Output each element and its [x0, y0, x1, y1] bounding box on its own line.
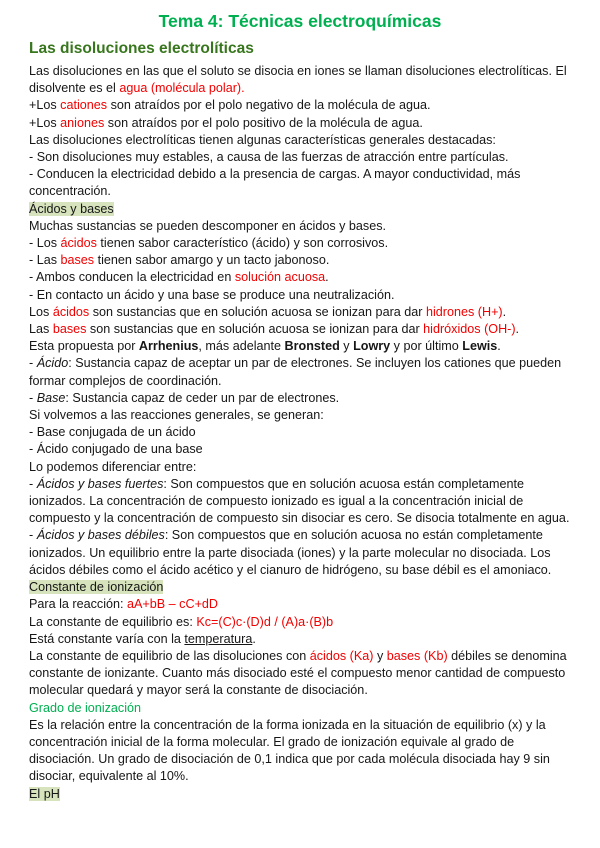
- subheading-ph: [29, 786, 571, 803]
- text-run-bold: Bronsted: [284, 339, 340, 354]
- equilibrium-constant-line: [29, 614, 571, 631]
- section-heading: Las disoluciones electrolíticas: [29, 40, 254, 57]
- text-run: - Base conjugada de un ácido: [29, 425, 196, 440]
- text-run: .: [252, 631, 256, 646]
- text-run: son atraídos por el polo negativo de la molécula de agua.: [107, 98, 431, 113]
- text-run-red: hidrones (H+): [425, 304, 503, 319]
- text-run: -: [29, 390, 37, 405]
- text-run: y: [339, 339, 354, 354]
- text-run: +Los: [29, 98, 61, 113]
- text-run: Las disoluciones en las que el soluto se disocia en iones se llaman disoluciones electrolíticas. El disolvente es el: [29, 64, 567, 96]
- text-run-italic: Base: [36, 390, 66, 405]
- text-run: -: [29, 476, 37, 491]
- text-run-italic: Ácidos y bases fuertes: [36, 476, 164, 491]
- text-run-red: ácidos: [52, 304, 90, 319]
- text-run-italic: Ácido: [36, 356, 69, 371]
- characteristic-conductivity: [29, 166, 571, 200]
- characteristics-intro: [29, 132, 571, 149]
- ka-kb-paragraph: [29, 648, 571, 700]
- text-run: .: [497, 339, 501, 354]
- text-run: Para la reacción:: [29, 597, 128, 612]
- weak-acids-bases: [29, 527, 571, 579]
- text-run: Lo podemos diferenciar entre:: [29, 459, 197, 474]
- text-run-red: bases: [60, 253, 95, 268]
- text-run: - Los: [29, 236, 61, 251]
- text-run: tienen sabor amargo y un tacto jabonoso.: [94, 253, 330, 268]
- text-run-red: ácidos (Ka): [309, 648, 374, 663]
- conjugate-acid-line: [29, 441, 571, 458]
- text-run-red: hidróxidos (OH-): [423, 322, 516, 337]
- text-run: , más adelante: [198, 339, 285, 354]
- text-run: y por último: [390, 339, 463, 354]
- scientists-line: [29, 338, 571, 355]
- text-run: Esta propuesta por: [29, 339, 139, 354]
- text-run-red: aA+bB – cC+dD: [127, 597, 219, 612]
- text-run: .: [502, 304, 507, 319]
- subheading-ionization-constant: [29, 579, 571, 596]
- lewis-acid-definition: [29, 355, 571, 389]
- text-run-red: bases: [52, 322, 87, 337]
- subheading-acids-bases: [29, 201, 571, 218]
- text-run: Las: [29, 322, 53, 337]
- anions-line: [29, 115, 571, 132]
- text-run-green: Grado de ionización: [29, 700, 142, 715]
- text-run-red: solución acuosa: [234, 270, 326, 285]
- text-run: son sustancias que en solución acuosa se ionizan para dar: [89, 304, 426, 319]
- text-run-red: ácidos: [60, 236, 97, 251]
- text-run: débiles se denomina constante de ionizante. Cuanto más disociado esté el compuesto menor cantidad de compuesto molecular quedará y mayor será la constante de disociación.: [29, 648, 567, 698]
- reaction-line: [29, 596, 571, 613]
- text-run: : Sustancia capaz de aceptar un par de electrones. Se incluyen los cationes que pueden formar complejos de coordinación.: [29, 356, 562, 388]
- text-run: La constante de equilibrio de las disoluciones con: [29, 648, 310, 663]
- lewis-base-definition: [29, 390, 571, 407]
- document-body: [29, 63, 571, 803]
- text-run: y: [373, 648, 387, 663]
- text-run: La constante de equilibrio es:: [29, 614, 197, 629]
- text-run: Muchas sustancias se pueden descomponer en ácidos y bases.: [29, 218, 387, 233]
- text-run: -: [29, 356, 37, 371]
- text-run-underline: temperatura: [184, 631, 253, 646]
- text-run: Los: [29, 304, 53, 319]
- acids-definition: [29, 304, 571, 321]
- text-run-red: aniones: [60, 115, 105, 130]
- text-run: : Son compuestos que en solución acuosa no están completamente ionizados. Un equilibrio entre la parte disociada (iones) y la parte molecular no disociada. Los ácidos débiles como el ácido acético y el cianuro de hidrógeno, su base débil es el amoniaco.: [29, 528, 552, 577]
- text-run: - Son disoluciones muy estables, a causa de las fuerzas de atracción entre partículas.: [29, 150, 509, 165]
- text-run: +Los: [29, 115, 61, 130]
- text-run: Está constante varía con la: [29, 631, 185, 646]
- subheading-ionization-degree: [29, 700, 571, 717]
- intro-paragraph: [29, 63, 571, 97]
- text-run: Si volvemos a las reacciones generales, se generan:: [29, 408, 324, 423]
- text-run: son atraídos por el polo positivo de la molécula de agua.: [104, 115, 423, 130]
- conjugate-base-line: [29, 424, 571, 441]
- neutralization-line: [29, 287, 571, 304]
- text-run: - Ácido conjugado de una base: [29, 442, 203, 457]
- text-run: - Las: [29, 253, 61, 268]
- text-run-bold: Lowry: [353, 339, 391, 354]
- text-run: Las disoluciones electrolíticas tienen algunas características generales destacadas:: [29, 132, 496, 147]
- ionization-degree-paragraph: [29, 717, 571, 786]
- text-run: -: [29, 528, 37, 543]
- text-run: tienen sabor característico (ácido) y son corrosivos.: [96, 236, 389, 251]
- text-run: - En contacto un ácido y una base se produce una neutralización.: [29, 287, 395, 302]
- text-run-italic: Ácidos y bases débiles: [36, 528, 165, 543]
- text-run-red: bases (Kb): [386, 648, 448, 663]
- characteristic-stability: [29, 149, 571, 166]
- cations-line: [29, 97, 571, 114]
- text-run: son sustancias que en solución acuosa se ionizan para dar: [86, 322, 424, 337]
- text-run-highlight: Ácidos y bases: [29, 201, 114, 216]
- text-run: .: [325, 270, 329, 285]
- text-run-highlight: El pH: [29, 786, 60, 801]
- text-run-red: agua (molécula polar).: [119, 81, 245, 96]
- text-run-red: Kc=(C)c·(D)d / (A)a·(B)b: [196, 614, 334, 629]
- general-reactions-intro: [29, 407, 571, 424]
- text-run: : Sustancia capaz de ceder un par de electrones.: [65, 390, 340, 405]
- text-run-bold: Lewis: [462, 339, 498, 354]
- text-run: - Ambos conducen la electricidad en: [29, 270, 235, 285]
- bases-definition: [29, 321, 571, 338]
- text-run: : Son compuestos que en solución acuosa están completamente ionizados. La concentración de compuesto ionizado es igual a la concentración inicial de compuesto y la concentración de compuesto sin disociar es cero. Se disocia totalmente en agua.: [29, 476, 570, 526]
- strong-acids-bases: [29, 476, 571, 528]
- document-title: Tema 4: Técnicas electroquímicas: [158, 11, 442, 31]
- text-run: - Conducen la electricidad debido a la presencia de cargas. A mayor conductividad, más concentración.: [29, 167, 521, 199]
- acids-property: [29, 235, 571, 252]
- acids-bases-intro: [29, 218, 571, 235]
- text-run: Es la relación entre la concentración de la forma ionizada en la situación de equilibrio (x) y la concentración inicial de la forma molecular. El grado de ionización equivale al grado de disociación. Un grado de disociación de 0,1 indica que por cada molécula disociada hay 9 sin disociar, equivalente al 10%.: [29, 717, 550, 784]
- text-run: .: [515, 322, 520, 337]
- temperature-line: [29, 631, 571, 648]
- text-run-red: cationes: [60, 98, 108, 113]
- both-conduct: [29, 269, 571, 286]
- bases-property: [29, 252, 571, 269]
- text-run-highlight: Constante de ionización: [29, 580, 164, 595]
- text-run-bold: Arrhenius: [138, 339, 199, 354]
- differentiate-intro: [29, 459, 571, 476]
